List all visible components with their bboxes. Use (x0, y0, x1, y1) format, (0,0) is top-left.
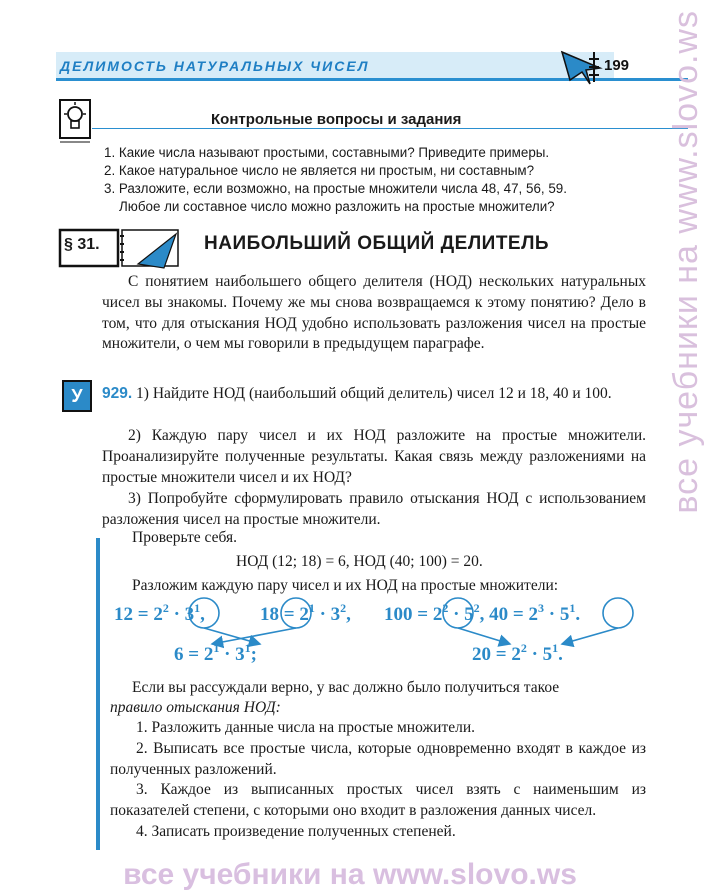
svg-text:6 = 21 · 31;: $6 = 2^1 \cdot 3^1$; (174, 641, 257, 665)
task-part-2: 2) Каждую пару чисел и их НОД разложите на простые множители. Проанализируйте полученные результаты. Какая связь между разложениями на простые множители чисел и их НОД? (102, 427, 646, 486)
running-header-title: ДЕЛИМОСТЬ НАТУРАЛЬНЫХ ЧИСЕЛ (60, 58, 370, 74)
check-sidebar-bar (96, 538, 100, 850)
rules-list (110, 718, 646, 843)
factorization-diagram (100, 592, 660, 678)
svg-text:100 = 22 · 52, 40 = 23 · 51.: $100 = 2^2 \cdot 5^2$, $40 = 2^3 \cdot 5^1$. (384, 601, 581, 625)
task-number: 929. (102, 385, 133, 402)
lightbulb-icon (58, 98, 94, 142)
control-rule (92, 128, 688, 129)
rule-item: 3. Каждое из выписанных простых чисел взять с наименьшим из показателей степени, с которыми оно входит в разложения данных чисел. (110, 781, 646, 820)
control-heading: Контрольные вопросы и задания (211, 111, 462, 128)
control-item: 3. Разложите, если возможно, на простые множители числа 48, 47, 56, 59. (104, 181, 567, 196)
side-watermark: все учебники на www.slovo.ws (667, 10, 705, 514)
intro-paragraph: С понятием наибольшего общего делителя (НОД) нескольких натуральных чисел вы знакомы. Почему же мы снова возвращаемся к этому понятию? Дело в том, что для отыскания НОД удобно использовать разложения чисел на простые множители, о чем мы говорили в предыдущем параграфе. (102, 273, 646, 353)
control-list (104, 144, 567, 216)
svg-text:20 = 22 · 51.: $20 = 2^2 \cdot 5^1$. (472, 641, 563, 665)
task-part-1-text: 1) Найдите НОД (наибольший общий делитель) чисел 12 и 18, 40 и 100. (136, 385, 612, 402)
control-item: 1. Какие числа называют простыми, составными? Приведите примеры. (104, 145, 550, 160)
section-label: § 31. (64, 236, 100, 253)
control-item: Любое ли составное число можно разложить на простые множители? (119, 199, 555, 214)
task-part-3: 3) Попробуйте сформулировать правило отыскания НОД с использованием разложения чисел на простые множители. (102, 490, 646, 528)
task-part-1 (102, 384, 646, 405)
rule-item: 4. Записать произведение полученных степеней. (136, 822, 456, 840)
check-title: Проверьте себя. (132, 529, 238, 546)
svg-text:18 = 21 · 32,: $18 = 2^1 \cdot 3^2$, (260, 601, 351, 625)
page-number: 199 (604, 57, 630, 74)
control-item: 2. Какое натуральное число не является ни простым, ни составным? (104, 163, 535, 178)
check-outro-2: правило отыскания НОД: (110, 699, 281, 716)
section-title: НАИБОЛЬШИЙ ОБЩИЙ ДЕЛИТЕЛЬ (204, 233, 550, 254)
check-outro-1: Если вы рассуждали верно, у вас должно было получиться такое (132, 679, 560, 696)
spiral-binding-icon (588, 50, 600, 84)
task-badge: У (62, 380, 92, 412)
rule-item: 2. Выписать все простые числа, которые одновременно входят в каждое из полученных разложений. (110, 739, 646, 778)
check-lead: Разложим каждую пару чисел и их НОД на простые множители: (132, 577, 559, 594)
bottom-watermark: все учебники на www.slovo.ws (123, 858, 577, 891)
rule-item: 1. Разложить данные числа на простые множители. (136, 719, 476, 736)
check-result: НОД (12; 18) = 6, НОД (40; 100) = 20. (236, 553, 483, 570)
svg-text:12 = 22 · 31,: $12 = 2^2 \cdot 3^1$, (114, 601, 205, 625)
